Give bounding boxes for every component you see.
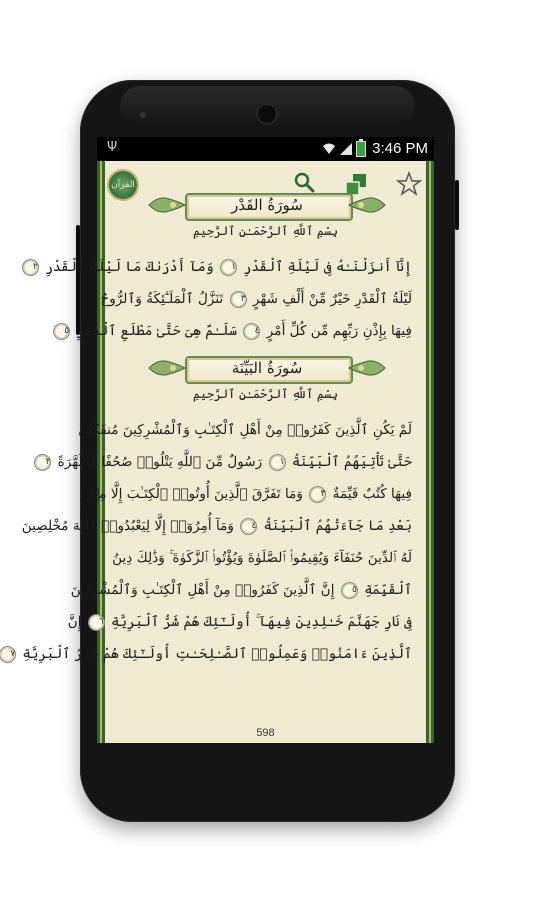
ayah-line[interactable]: [21, 512, 412, 540]
ayah-number-marker: ٦: [88, 614, 105, 631]
surah-header-al-bayyinah: [147, 354, 387, 382]
ayah-number-marker: ٢: [22, 259, 39, 276]
status-icons: [322, 140, 428, 157]
surah-title: سُورَةُ البَيِّنَة: [231, 359, 303, 377]
ayah-text: إِنَّ ٱلَّذِينَ كَفَرُوا۟ مِنْ أَهْلِ ٱلْكِتَـٰبِ وَٱلْمُشْرِكِينَ: [70, 582, 335, 598]
ayah-text: فِى نَارِ جَهَنَّمَ خَـٰلِدِينَ فِيهَآ ۚ أُولَـٰٓئِكَ هُمْ شَرُّ ٱلْبَرِيَّةِ: [111, 614, 412, 630]
banner-ornament-icon: [347, 354, 387, 382]
battery-icon: [356, 141, 366, 157]
logo-text: القرآن: [111, 180, 135, 190]
basmala: بِسْمِ ٱللَّهِ ٱلرَّحْمَـٰنِ ٱلرَّحِيمِ: [192, 224, 339, 238]
ayah-text: لَمْ يَكُنِ ٱلَّذِينَ كَفَرُوا۟ مِنْ أَهْلِ ٱلْكِتَـٰبِ وَٱلْمُشْرِكِينَ مُنفَكِّينَ: [78, 422, 412, 438]
ayah-text: فِيهَا بِإِذْنِ رَبِّهِم مِّن كُلِّ أَمْرٍ: [266, 323, 412, 339]
ayah-number-marker: ٤: [240, 518, 257, 535]
ayah-text: ٱلْقَيِّمَةِ: [364, 582, 412, 598]
ayah-text: إِنَّ: [67, 614, 82, 630]
page-border-right: [426, 161, 434, 743]
banner-ornament-icon: [347, 191, 387, 219]
mushaf-page[interactable]: [10, 161, 434, 743]
ayah-text: رَسُولٌ مِّنَ ٱللَّهِ يَتْلُوا۟ صُحُفًا مُّطَهَّرَةً: [57, 454, 263, 470]
status-bar: [97, 137, 434, 161]
ayah-text: سَلَـٰمٌ هِىَ حَتَّىٰ مَطْلَعِ ٱلْفَجْرِ: [76, 323, 238, 339]
page-number: 598: [256, 727, 275, 739]
ayah-text: حَتَّىٰ تَأْتِيَهُمُ ٱلْبَيِّنَةُ: [291, 454, 412, 470]
signal-icon: [339, 142, 353, 156]
ayah-number-marker: ١: [220, 259, 237, 276]
ayah-line[interactable]: [32, 253, 412, 281]
usb-icon: Ψ: [107, 140, 118, 155]
power-button[interactable]: [455, 180, 459, 230]
banner-ornament-icon: [147, 354, 187, 382]
basmala: بِسْمِ ٱللَّهِ ٱلرَّحْمَـٰنِ ٱلرَّحِيمِ: [192, 387, 339, 401]
ayah-line[interactable]: [112, 544, 412, 572]
ayah-text: فِيهَا كُتُبٌ قَيِّمَةٌ: [332, 486, 412, 502]
proximity-sensor: [140, 112, 146, 118]
search-icon[interactable]: [293, 171, 315, 193]
ayah-line[interactable]: [78, 416, 412, 444]
quran-logo-icon[interactable]: [109, 171, 137, 199]
ayah-line[interactable]: [82, 480, 412, 508]
ayah-number-marker: ٥: [341, 582, 358, 599]
ayah-text: وَمَا تَفَرَّقَ ٱلَّذِينَ أُوتُوا۟ ٱلْكِتَـٰبَ إِلَّا مِنۢ: [82, 486, 304, 502]
ayah-number-marker: ٥: [53, 323, 70, 340]
ayah-number-marker: ٣: [309, 486, 326, 503]
ayah-number-marker: ١: [269, 454, 286, 471]
ayah-text: ٱلَّذِينَ ءَامَنُوا۟ وَعَمِلُوا۟ ٱلصَّـٰلِحَـٰتِ أُولَـٰٓئِكَ هُمْ خَيْرُ ٱلْبَرِيَّةِ: [22, 646, 412, 662]
ayah-text: بَعْدِ مَا جَآءَتْهُمُ ٱلْبَيِّنَةُ: [263, 518, 412, 534]
wifi-icon: [322, 142, 336, 156]
screen: [10, 137, 434, 743]
ayah-text: إِنَّآ أَنزَلْنَـٰهُ فِى لَيْلَةِ ٱلْقَدْرِ: [243, 259, 412, 275]
front-camera: [258, 105, 276, 123]
star-icon[interactable]: [396, 171, 422, 197]
banner-ornament-icon: [147, 191, 187, 219]
surah-title: سُورَةُ القَدْر: [231, 196, 303, 214]
ayah-number-marker: ٢: [34, 454, 51, 471]
ayah-number-marker: ٤: [243, 323, 260, 340]
status-clock: 3:46 PM: [372, 140, 428, 157]
ayah-text: وَمَآ أُمِرُوٓا۟ إِلَّا لِيَعْبُدُوا۟ ٱللَّهَ مُخْلِصِينَ: [21, 518, 234, 534]
ayah-line[interactable]: [70, 576, 412, 604]
ayah-line[interactable]: [100, 285, 412, 313]
ayah-number-marker: ٧: [0, 646, 16, 663]
ayah-number-marker: ٣: [230, 291, 247, 308]
ayah-text: لَهُ ٱلدِّينَ حُنَفَآءَ وَيُقِيمُوا۟ ٱلصَّلَوٰةَ وَيُؤْتُوا۟ ٱلزَّكَوٰةَ ۚ وَذَٰلِكَ دِينُ: [112, 550, 412, 566]
ayah-line[interactable]: [64, 317, 412, 345]
ayah-text: تَنَزَّلُ ٱلْمَلَـٰٓئِكَةُ وَٱلرُّوحُ: [100, 291, 224, 307]
surah-header-al-qadr: [147, 191, 387, 219]
ayah-text: وَمَآ أَدْرَىٰكَ مَا لَيْلَةُ ٱلْقَدْرِ: [45, 259, 214, 275]
ayah-line[interactable]: [45, 448, 412, 476]
ayah-text: لَيْلَةُ ٱلْقَدْرِ خَيْرٌ مِّنْ أَلْفِ شَهْرٍ: [252, 291, 412, 307]
ayah-line[interactable]: [67, 608, 412, 636]
ayah-line[interactable]: [10, 640, 412, 668]
